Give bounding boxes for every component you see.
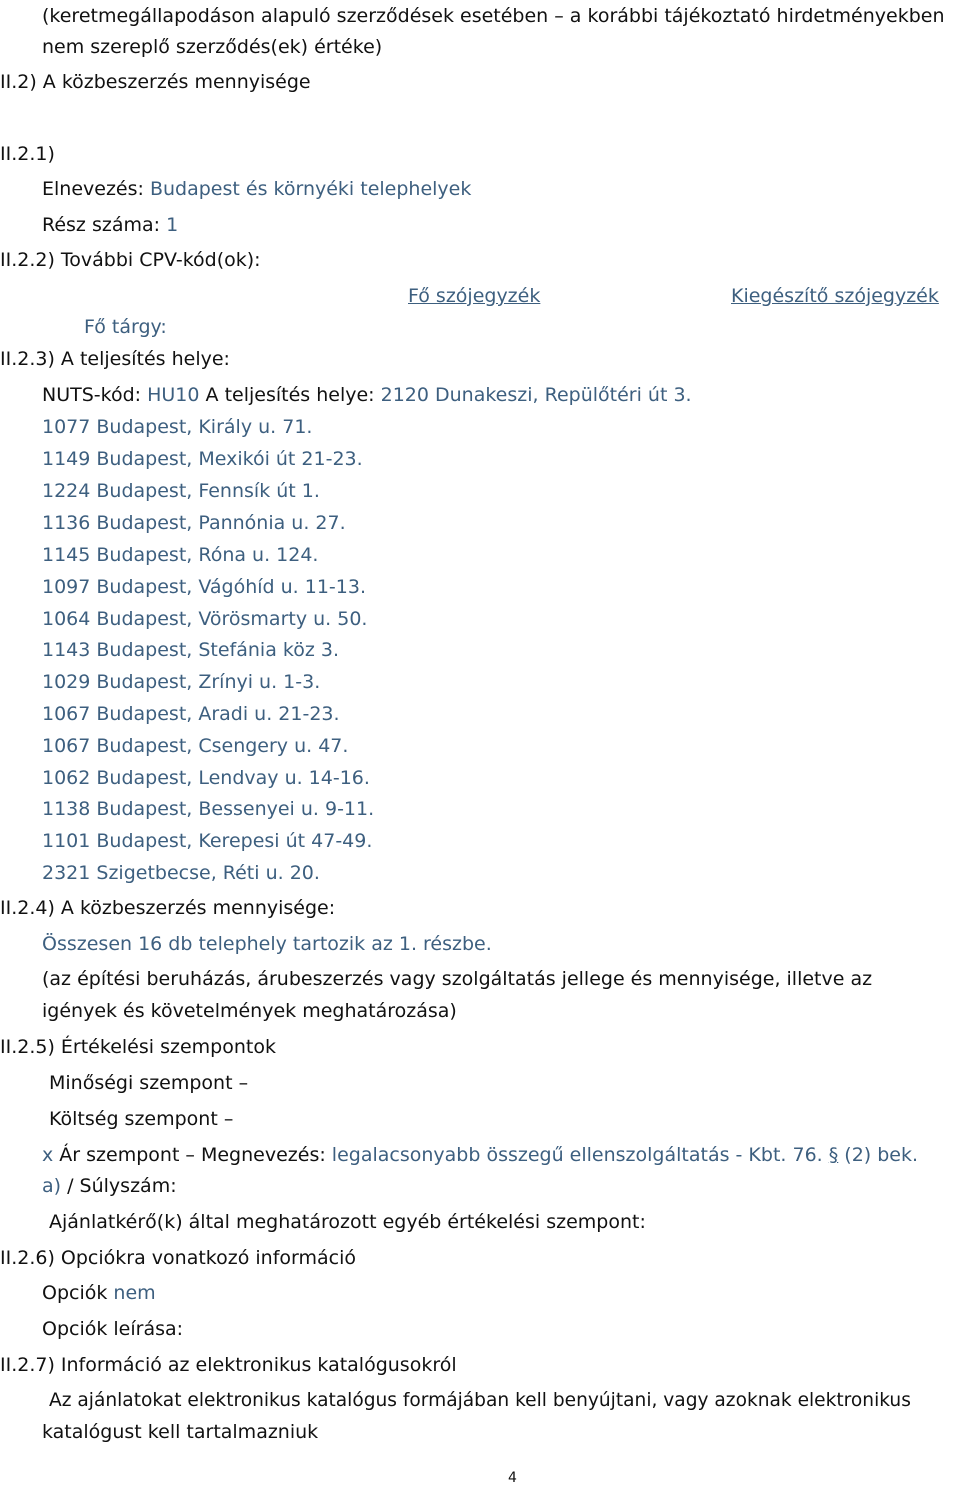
price-weight-row xyxy=(42,1174,177,1198)
main-subject-label: Fő tárgy: xyxy=(84,316,167,338)
options-label: Opciók xyxy=(42,1282,108,1304)
weight-label: / Súlyszám: xyxy=(67,1175,177,1197)
address-item: 1062 Budapest, Lendvay u. 14-16. xyxy=(42,767,370,789)
section-heading-ii23: II.2.3) A teljesítés helye: xyxy=(0,348,230,370)
section-heading-ii2: II.2) A közbeszerzés mennyisége xyxy=(0,71,311,93)
intro-line-2: nem szereplő szerződés(ek) értéke) xyxy=(42,36,383,58)
column-supplementary-vocabulary: Kiegészítő szójegyzék xyxy=(731,285,939,307)
address-item: 1101 Budapest, Kerepesi út 47-49. xyxy=(42,830,373,852)
page-number: 4 xyxy=(508,1470,517,1486)
address-item: 1029 Budapest, Zrínyi u. 1-3. xyxy=(42,671,321,693)
section-heading-ii27: II.2.7) Információ az elektronikus katalógusokról xyxy=(0,1354,457,1376)
price-mark: x xyxy=(42,1144,54,1166)
catalogue-text-line-2: katalógust kell tartalmazniuk xyxy=(42,1421,319,1443)
options-value: nem xyxy=(113,1282,156,1304)
section-heading-ii22: II.2.2) További CPV-kód(ok): xyxy=(0,249,261,271)
name-label: Elnevezés: xyxy=(42,178,144,200)
other-criterion: Ajánlatkérő(k) által meghatározott egyéb értékelési szempont: xyxy=(49,1211,646,1233)
section-heading-ii26: II.2.6) Opciókra vonatkozó információ xyxy=(0,1247,356,1269)
quantity-note-line-1: (az építési beruházás, árubeszerzés vagy szolgáltatás jellege és mennyisége, illetve az xyxy=(42,968,873,990)
price-value: legalacsonyabb összegű ellenszolgáltatás - Kbt. 76. xyxy=(331,1144,823,1166)
catalogue-text-line-1: Az ajánlatokat elektronikus katalógus formájában kell benyújtani, vagy azoknak elektronikus xyxy=(49,1390,911,1411)
section-sign: § xyxy=(828,1144,839,1166)
column-main-vocabulary: Fő szójegyzék xyxy=(408,285,541,307)
address-item: 1138 Budapest, Bessenyei u. 9-11. xyxy=(42,798,375,820)
nuts-value: HU10 xyxy=(147,384,200,406)
address-item: 1097 Budapest, Vágóhíd u. 11-13. xyxy=(42,576,366,598)
address-item: 1149 Budapest, Mexikói út 21-23. xyxy=(42,448,363,470)
address-item: 1064 Budapest, Vörösmarty u. 50. xyxy=(42,608,368,630)
address-item: 1145 Budapest, Róna u. 124. xyxy=(42,544,319,566)
section-heading-ii25: II.2.5) Értékelési szempontok xyxy=(0,1036,276,1058)
quantity-note-line-2: igények és követelmények meghatározása) xyxy=(42,1000,457,1022)
options-description-label: Opciók leírása: xyxy=(42,1318,184,1340)
section-heading-ii21: II.2.1) xyxy=(0,143,55,165)
price-criterion-row xyxy=(42,1143,918,1167)
name-value: Budapest és környéki telephelyek xyxy=(149,178,472,200)
place-label: A teljesítés helye: xyxy=(205,384,375,406)
address-item: 2120 Dunakeszi, Repülőtéri út 3. xyxy=(380,384,692,406)
part-row xyxy=(42,213,178,237)
nuts-row xyxy=(42,383,692,407)
quantity-value: Összesen 16 db telephely tartozik az 1. részbe. xyxy=(42,933,492,955)
cost-criterion: Költség szempont – xyxy=(49,1108,234,1130)
section-heading-ii24: II.2.4) A közbeszerzés mennyisége: xyxy=(0,897,336,919)
price-value-paragraph: (2) bek. xyxy=(844,1144,919,1166)
address-item: 1067 Budapest, Aradi u. 21-23. xyxy=(42,703,340,725)
price-label: Ár szempont – Megnevezés: xyxy=(59,1144,326,1166)
intro-line-1: (keretmegállapodáson alapuló szerződések esetében – a korábbi tájékoztató hirdetményekben xyxy=(42,5,945,27)
quality-criterion: Minőségi szempont – xyxy=(49,1072,249,1094)
address-item: 1224 Budapest, Fennsík út 1. xyxy=(42,480,320,502)
address-item: 1067 Budapest, Csengery u. 47. xyxy=(42,735,349,757)
nuts-label: NUTS-kód: xyxy=(42,384,142,406)
part-label: Rész száma: xyxy=(42,214,161,236)
name-row xyxy=(42,177,471,201)
part-value: 1 xyxy=(166,214,179,236)
address-item: 1143 Budapest, Stefánia köz 3. xyxy=(42,639,339,661)
address-item: 2321 Szigetbecse, Réti u. 20. xyxy=(42,862,320,884)
address-item: 1077 Budapest, Király u. 71. xyxy=(42,416,313,438)
options-row xyxy=(42,1281,156,1305)
price-value-point: a) xyxy=(42,1175,62,1197)
address-item: 1136 Budapest, Pannónia u. 27. xyxy=(42,512,346,534)
